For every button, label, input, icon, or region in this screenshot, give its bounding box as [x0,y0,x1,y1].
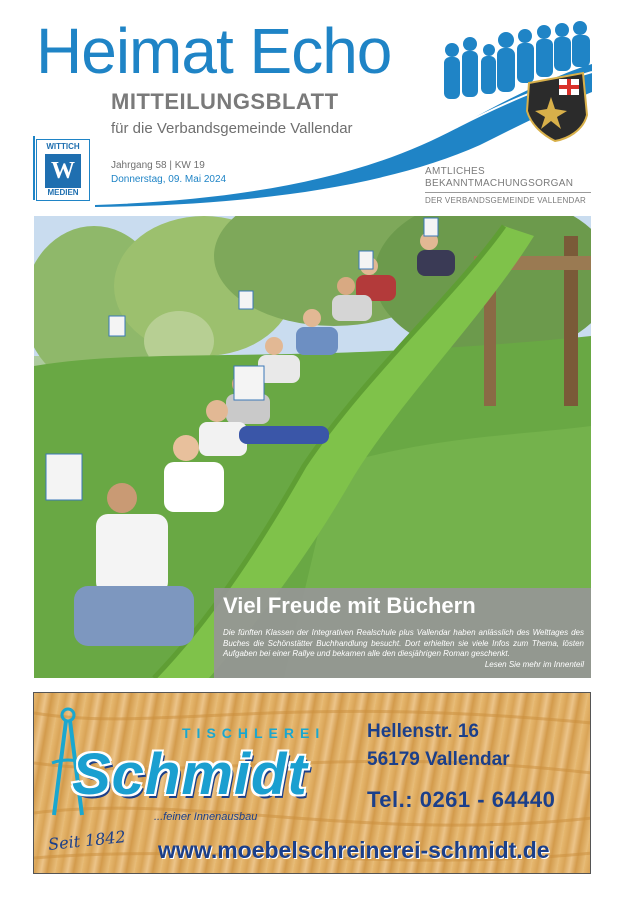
official-organ-line1: AMTLICHES [425,166,485,177]
ad-tagline-top: TISCHLEREI [182,725,326,741]
cover-caption-text: Die fünften Klassen der Integrativen Realschule plus Vallendar haben anlässlich des Welttages des Buches die Schönstätter Buchhandlung besucht. Dort erhielten sie viele Infos zum Thema, lösten Aufgaben bei einer Rallye und bekamen alle den diesjährigen Roman geschenkt. [223,628,584,658]
ad-website[interactable]: www.moebelschreinerei-schmidt.de [158,837,550,863]
ad-brand: Schmidt [72,742,308,807]
advertisement-schmidt [33,692,591,874]
masthead [0,0,625,212]
official-organ-line2: BEKANNTMACHUNGSORGAN [425,178,574,189]
logo-box [36,139,90,201]
ad-tagline-bottom: ...feiner Innenausbau [154,811,258,823]
ad-phone: Tel.: 0261 - 64440 [367,787,556,812]
ad-since: Seit 1842 [47,826,127,855]
cover-headline: Viel Freude mit Büchern [223,593,476,618]
wittich-medien-logo [33,136,89,200]
wittich-w-logo-icon: W [45,154,81,188]
issue-date: Donnerstag, 09. Mai 2024 [111,174,227,185]
official-organ-divider [425,192,591,193]
ad-street: Hellenstr. 16 [367,721,479,742]
cover-read-more: Lesen Sie mehr im Innenteil [484,660,584,669]
newspaper-subtitle: MITTEILUNGSBLATT [111,89,339,114]
issue-number: Jahrgang 58 | KW 19 [111,160,205,171]
ad-city: 56179 Vallendar [367,749,510,770]
cover-caption-box [214,588,591,678]
official-organ-line3: DER VERBANDSGEMEINDE VALLENDAR [425,196,586,205]
newspaper-title: Heimat Echo [36,15,392,87]
coat-of-arms-crest-icon [521,65,591,143]
logo-bottom-text: MEDIEN [47,188,79,197]
logo-top-text: WITTICH [46,142,80,151]
newspaper-subline: für die Verbandsgemeinde Vallendar [111,120,353,137]
